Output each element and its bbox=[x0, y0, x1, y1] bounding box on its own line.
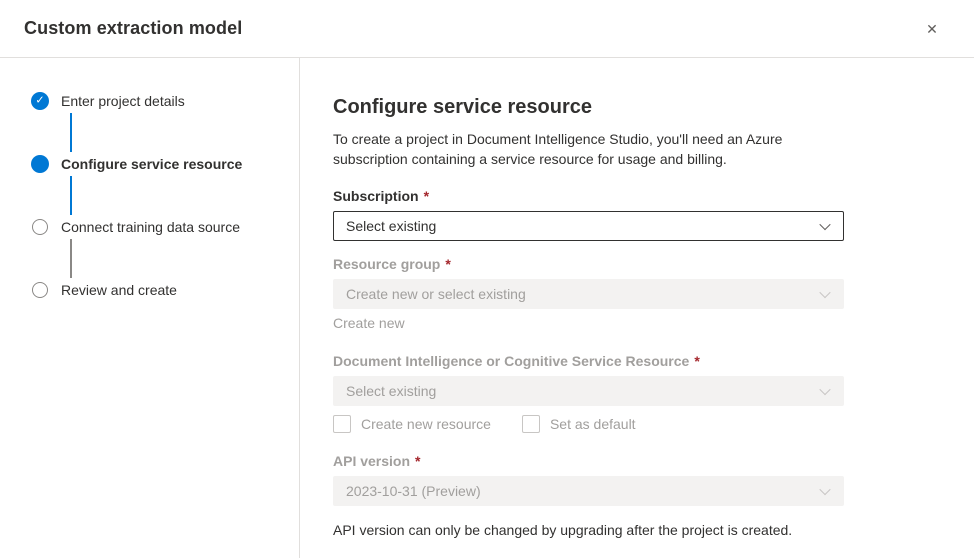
required-asterisk: * bbox=[415, 453, 421, 469]
checkbox-set-as-default bbox=[522, 415, 636, 433]
step-label: Configure service resource bbox=[61, 156, 243, 172]
check-icon: ✓ bbox=[35, 94, 45, 106]
page-title: Configure service resource bbox=[333, 96, 592, 118]
api-version-dropdown bbox=[333, 476, 844, 506]
service-resource-label: Document Intelligence or Cognitive Service Resource * bbox=[333, 353, 700, 369]
field-resource-group bbox=[333, 254, 934, 333]
service-resource-dropdown-value: Select existing bbox=[346, 383, 437, 399]
dialog-body bbox=[0, 58, 974, 558]
chevron-down-icon bbox=[819, 384, 830, 395]
subscription-label: Subscription * bbox=[333, 188, 430, 204]
stepper-step-configure-service-resource[interactable] bbox=[31, 154, 299, 174]
required-asterisk: * bbox=[445, 256, 451, 272]
resource-group-dropdown bbox=[333, 279, 844, 309]
chevron-down-icon bbox=[819, 219, 830, 230]
field-api-version bbox=[333, 451, 934, 540]
step-connector bbox=[70, 176, 72, 215]
chevron-down-icon bbox=[819, 484, 830, 495]
required-asterisk: * bbox=[694, 353, 700, 369]
api-version-label: API version * bbox=[333, 453, 421, 469]
stepper-step-review-and-create[interactable] bbox=[31, 280, 299, 300]
checkbox-icon bbox=[333, 415, 351, 433]
api-version-dropdown-value: 2023-10-31 (Preview) bbox=[346, 483, 481, 499]
service-resource-options bbox=[333, 415, 934, 433]
api-version-note: API version can only be changed by upgrading after the project is created. bbox=[333, 522, 793, 538]
subscription-dropdown[interactable] bbox=[333, 211, 844, 241]
step-completed-icon bbox=[31, 92, 49, 110]
stepper-step-enter-project-details[interactable] bbox=[31, 91, 299, 111]
close-button[interactable] bbox=[916, 13, 948, 45]
step-label: Connect training data source bbox=[61, 219, 240, 235]
checkbox-label: Set as default bbox=[549, 416, 636, 432]
step-pending-icon bbox=[31, 281, 49, 299]
field-subscription bbox=[333, 186, 934, 241]
field-service-resource bbox=[333, 351, 934, 433]
stepper-step-connect-training-data-source[interactable] bbox=[31, 217, 299, 237]
resource-group-label: Resource group * bbox=[333, 256, 451, 272]
create-new-link: Create new bbox=[333, 315, 405, 331]
resource-group-dropdown-value: Create new or select existing bbox=[346, 286, 526, 302]
content-panel bbox=[300, 58, 974, 558]
dialog-header bbox=[0, 0, 974, 58]
checkbox-label: Create new resource bbox=[361, 416, 491, 432]
step-label: Review and create bbox=[61, 282, 177, 298]
step-label: Enter project details bbox=[61, 93, 185, 109]
close-icon: ✕ bbox=[926, 20, 938, 37]
chevron-down-icon bbox=[819, 287, 830, 298]
step-pending-icon bbox=[31, 218, 49, 236]
subscription-dropdown-value: Select existing bbox=[346, 218, 437, 234]
checkbox-icon bbox=[522, 415, 540, 433]
step-connector bbox=[70, 113, 72, 152]
step-active-icon bbox=[31, 155, 49, 173]
required-asterisk: * bbox=[423, 188, 430, 204]
checkbox-create-new-resource bbox=[333, 415, 491, 433]
page-description: To create a project in Document Intelligence Studio, you'll need an Azure subscription containing a service resource for usage and billing. bbox=[333, 131, 783, 167]
service-resource-dropdown bbox=[333, 376, 844, 406]
step-connector bbox=[70, 239, 72, 278]
wizard-stepper bbox=[0, 58, 300, 558]
dialog-title: Custom extraction model bbox=[24, 18, 243, 38]
